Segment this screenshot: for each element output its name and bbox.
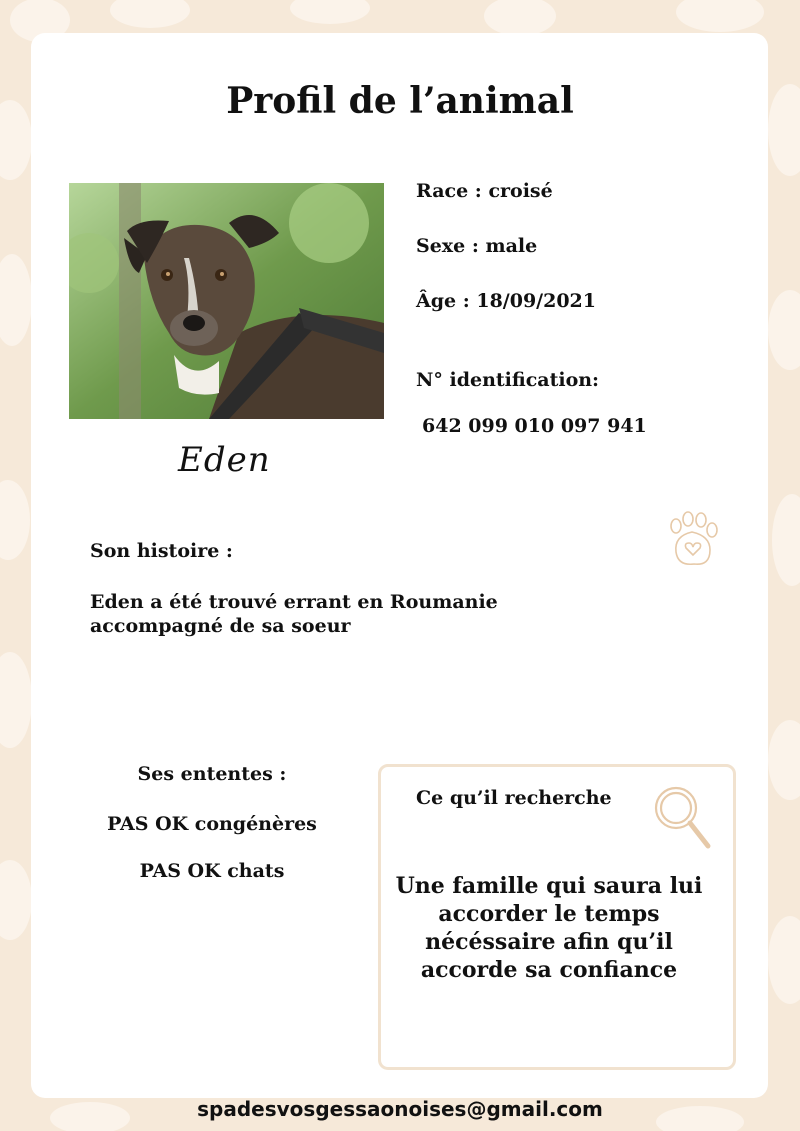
recherche-heading: Ce qu’il recherche: [416, 787, 612, 809]
race-field: Race : croisé: [416, 180, 553, 202]
recherche-text: Une famille qui saura lui accorder le temps nécéssaire afin qu’il accorde sa confiance: [395, 873, 703, 983]
magnifier-icon: [650, 780, 714, 854]
ententes-item: PAS OK chats: [139, 860, 285, 882]
age-field: Âge : 18/09/2021: [416, 290, 596, 312]
ententes-item: PAS OK congénères: [107, 813, 317, 835]
identification-label: N° identification:: [416, 369, 600, 391]
contact-email[interactable]: spadesvosgessaonoises@gmail.com: [197, 1097, 603, 1121]
sexe-field: Sexe : male: [416, 235, 538, 257]
ententes-heading: Ses ententes :: [137, 763, 287, 785]
pet-photo: [69, 183, 384, 419]
paw-heart-icon: [662, 510, 722, 570]
histoire-heading: Son histoire :: [90, 540, 233, 562]
histoire-text: Eden a été trouvé errant en Roumanie accompagné de sa soeur: [90, 591, 498, 637]
pet-name: Eden: [178, 440, 271, 480]
page-title: Profil de l’animal: [226, 80, 574, 122]
identification-number: 642 099 010 097 941: [422, 415, 647, 437]
